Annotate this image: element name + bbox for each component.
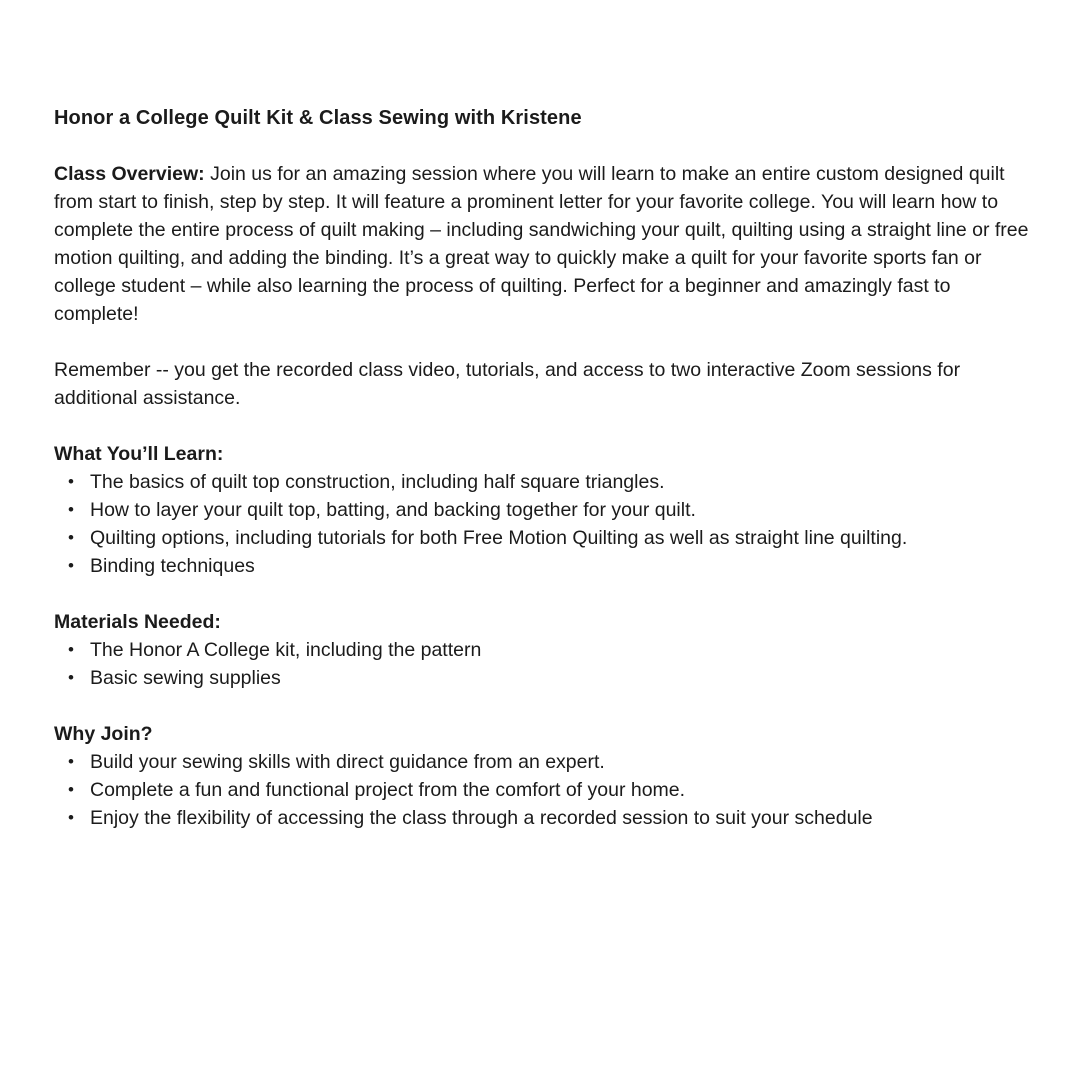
list-item-text: Build your sewing skills with direct guidance from an expert. bbox=[90, 751, 605, 773]
bullet-icon: • bbox=[68, 528, 74, 547]
class-overview-paragraph bbox=[54, 160, 1039, 328]
section-heading: What You’ll Learn: bbox=[54, 443, 224, 465]
list-item-text: Basic sewing supplies bbox=[90, 667, 281, 689]
section-heading: Materials Needed: bbox=[54, 611, 221, 633]
bullet-icon: • bbox=[68, 500, 74, 519]
bullet-icon: • bbox=[68, 556, 74, 575]
class-overview-label: Class Overview: bbox=[54, 163, 205, 185]
section-what-youll-learn bbox=[54, 440, 1039, 580]
list-item-text: The Honor A College kit, including the pattern bbox=[90, 639, 482, 661]
bullet-icon: • bbox=[68, 668, 74, 687]
list-item bbox=[54, 664, 1039, 692]
section-materials-needed bbox=[54, 608, 1039, 692]
list-item bbox=[54, 552, 1039, 580]
remember-paragraph: Remember -- you get the recorded class video, tutorials, and access to two interactive Zoom sessions for additional assistance. bbox=[54, 359, 961, 409]
list-item-text: Enjoy the flexibility of accessing the class through a recorded session to suit your schedule bbox=[90, 807, 873, 829]
page-title: Honor a College Quilt Kit & Class Sewing with Kristene bbox=[54, 107, 582, 129]
section-why-join bbox=[54, 720, 1039, 832]
document-content bbox=[54, 104, 1039, 860]
list-item bbox=[54, 496, 1039, 524]
list-item bbox=[54, 804, 1039, 832]
bullet-list bbox=[54, 748, 1039, 832]
list-item-text: Complete a fun and functional project from the comfort of your home. bbox=[90, 779, 686, 801]
bullet-icon: • bbox=[68, 780, 74, 799]
list-item bbox=[54, 468, 1039, 496]
list-item bbox=[54, 636, 1039, 664]
section-heading: Why Join? bbox=[54, 723, 153, 745]
bullet-icon: • bbox=[68, 640, 74, 659]
list-item bbox=[54, 776, 1039, 804]
list-item-text: How to layer your quilt top, batting, and backing together for your quilt. bbox=[90, 499, 696, 521]
list-item bbox=[54, 748, 1039, 776]
class-overview-text: Join us for an amazing session where you will learn to make an entire custom designed quilt from start to finish, step by step. It will feature a prominent letter for your favorite college. You will learn how to complete the entire process of quilt making – including sandwiching your quilt, quilting using a straight line or free motion quilting, and adding the binding. It’s a great way to quickly make a quilt for your favorite sports fan or college student – while also learning the process of quilting. Perfect for a beginner and amazingly fast to complete! bbox=[54, 163, 1029, 325]
list-item-text: Quilting options, including tutorials for both Free Motion Quilting as well as straight line quilting. bbox=[90, 527, 908, 549]
bullet-icon: • bbox=[68, 808, 74, 827]
bullet-icon: • bbox=[68, 752, 74, 771]
list-item bbox=[54, 524, 1039, 552]
list-item-text: The basics of quilt top construction, including half square triangles. bbox=[90, 471, 665, 493]
bullet-list bbox=[54, 468, 1039, 580]
bullet-icon: • bbox=[68, 472, 74, 491]
list-item-text: Binding techniques bbox=[90, 555, 255, 577]
bullet-list bbox=[54, 636, 1039, 692]
